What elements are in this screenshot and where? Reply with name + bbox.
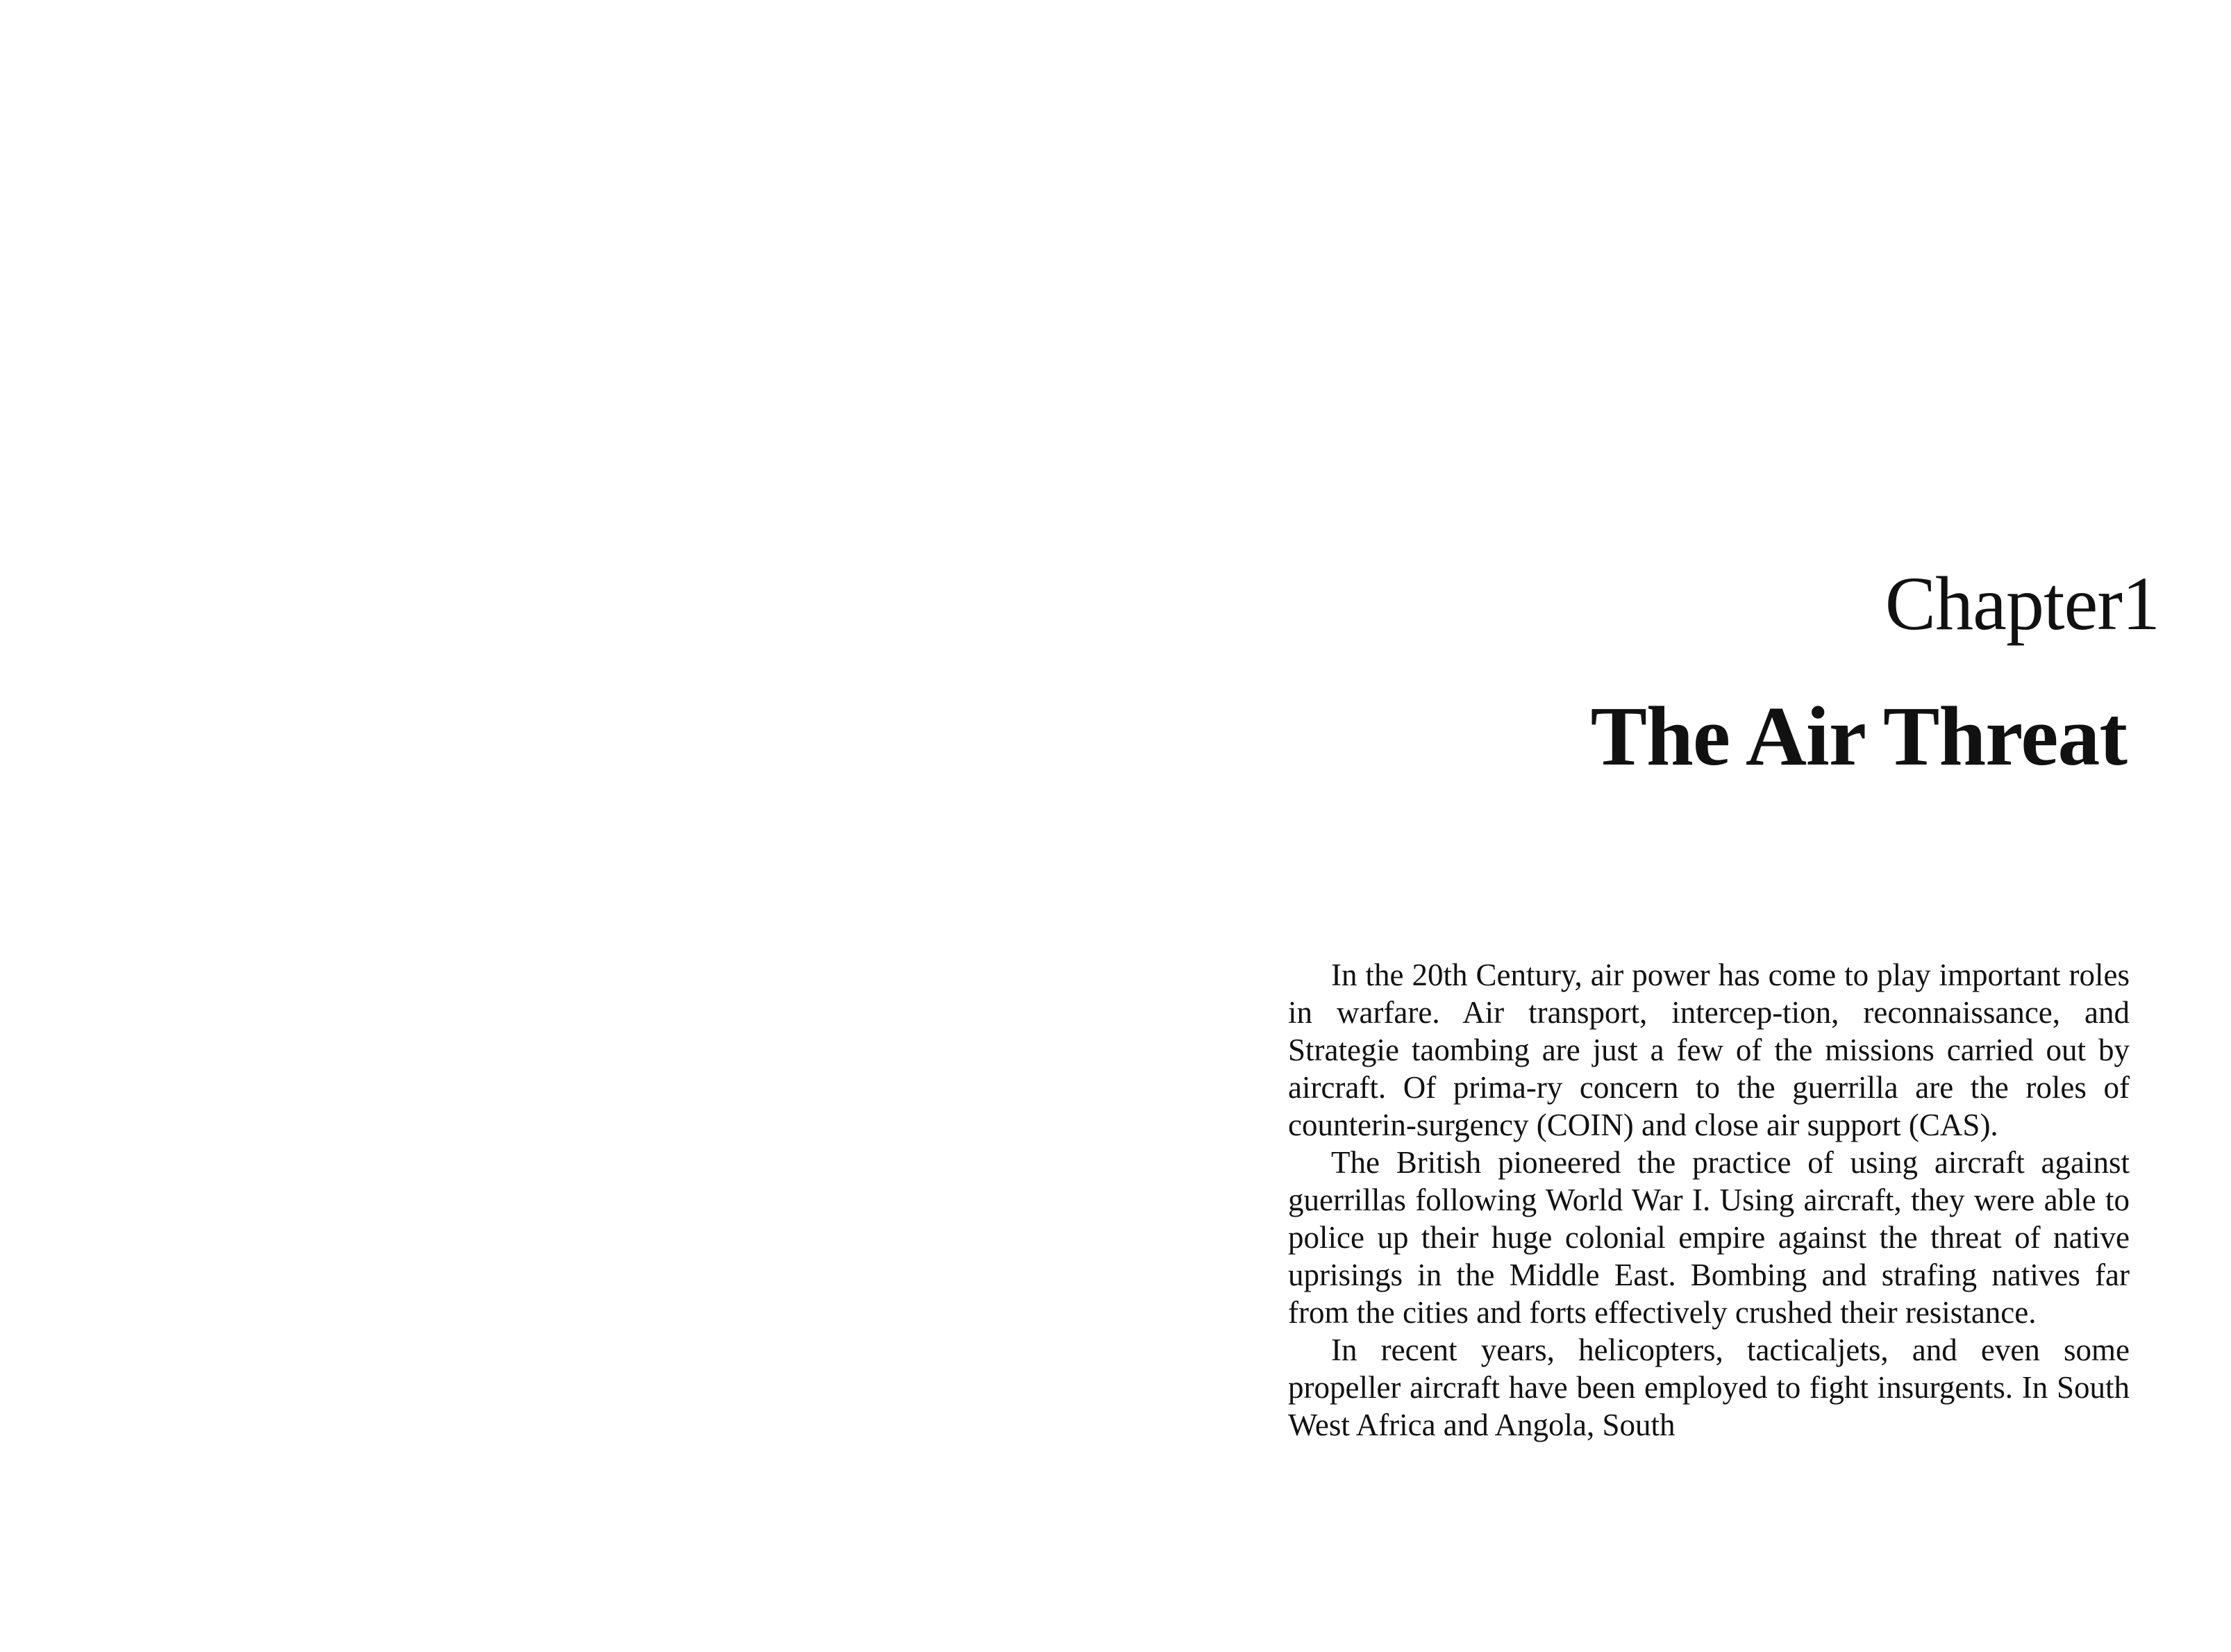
left-page-blank bbox=[0, 0, 1115, 1652]
chapter-body bbox=[1288, 956, 2130, 1444]
paragraph-3: In recent years, helicopters, tacticaljets, and even some propeller aircraft have been employed to fight insurgents. In South West Africa and Angola, South bbox=[1288, 1333, 2130, 1442]
chapter-label: Chapter1 bbox=[1885, 561, 2159, 646]
chapter-title: The Air Threat bbox=[1590, 690, 2127, 783]
paragraph-2: The British pioneered the practice of using aircraft against guerrillas following World War I. Using aircraft, they were able to police up their huge colonial empire against the threat of native uprisings in the Middle East. Bombing and strafing natives far from the cities and forts effectively crushed their resistance. bbox=[1288, 1145, 2130, 1330]
right-page bbox=[1115, 0, 2231, 1652]
paragraph-1: In the 20th Century, air power has come to play important roles in warfare. Air transport, intercep-tion, reconnaissance, and Strategie taombing are just a few of the missions carried out by aircraft. Of prima-ry concern to the guerrilla are the roles of counterin-surgency (COIN) and close air support (CAS). bbox=[1288, 958, 2130, 1142]
